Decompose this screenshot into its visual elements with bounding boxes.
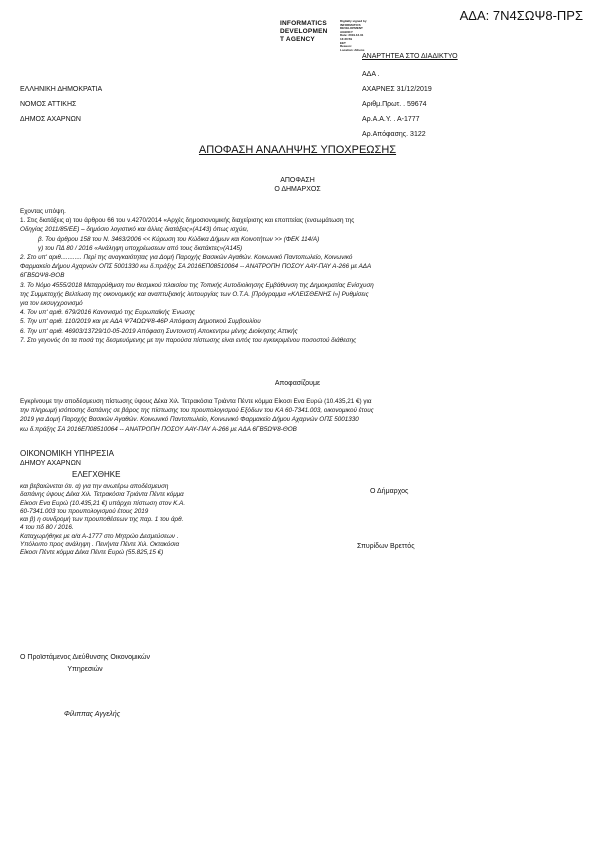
issuer-header — [20, 82, 102, 127]
approval-line: κω δ.πράξης ΣΑ 2016ΕΠ08510064 -- ΑΝΑΤΡΟΠΗ ΠΟΣΟΥ ΑΑΥ-ΠΑΥ Α-266 με ΑΔΑ 6ΓΒ5ΩΨ8-ΘΟΒ — [20, 425, 297, 433]
considerations-line: 3. Το Νόμο 4555/2018 Μεταρρύθμιση του θεσμικού πλαισίου της Τοπικής Αυτοδιοίκησης Εμβάθυνση της Δημοκρατίας Ενίσχυση — [20, 281, 374, 289]
mayor-signature-title: Ο Δήμαρχος — [370, 488, 409, 495]
document-reference-block — [362, 67, 432, 142]
issuer-line: ΔΗΜΟΣ ΑΧΑΡΝΩΝ — [20, 116, 81, 123]
reference-line: ΑΔΑ . — [362, 71, 380, 78]
reference-line: Αρ.Απόφασης. 3122 — [362, 131, 426, 138]
approval-block — [20, 397, 585, 434]
considerations-block — [20, 207, 585, 345]
logo-line: DEVELOPMEN — [280, 28, 328, 35]
financial-service-line: ΟΙΚΟΝΟΜΙΚΗ ΥΠΗΡΕΣΙΑ — [20, 449, 114, 458]
issuer-line: ΝΟΜΟΣ ΑΤΤΙΚΗΣ — [20, 101, 77, 108]
logo-text — [280, 20, 328, 44]
considerations-line: 2. Στο υπ' αριθ............ Περί της αναγκαιότητας για Δομή Παροχής Βασικών Αγαθών. Κοινωνικό Παντοπωλείο, Κοινωνικό — [20, 254, 353, 262]
director-signature-name: Φίλιππας Αγγελής — [64, 711, 121, 718]
considerations-line: Εχοντας υπόψη. — [20, 208, 66, 215]
mayor-signature-name: Σπυρίδων Βρεττός — [357, 543, 415, 550]
approval-line: 2019 για Δομή Παροχής Βασικών Αγαθών. Κοινωνικό Παντοπωλείο, Κοινωνικό Φαρμακείο Δήμου Αχαρνών ΟΠΣ 5001330 — [20, 416, 359, 424]
considerations-line: 5. Την υπ' αριθ. 110/2019 και με ΑΔΑ Ψ74ΩΩΨ8-46Ρ Απόφαση Δημοτικού Συμβουλίου — [20, 318, 261, 326]
verification-line: 4 του πδ 80 / 2016. — [20, 524, 74, 532]
reference-line: ΑΧΑΡΝΕΣ 31/12/2019 — [362, 86, 432, 93]
posted-online-label: ΑΝΑΡΤΗΤΕΑ ΣΤΟ ΔΙΑΔΙΚΤΥΟ — [362, 53, 458, 60]
considerations-line: β. Του άρθρου 158 του Ν. 3463/2006 << Κύρωση του Κώδικα Δήμων και Κοινοτήτων >> (ΦΕΚ 114/Α) — [38, 235, 320, 243]
considerations-line: 6ΓΒ5ΩΨ8-ΘΟΒ — [20, 272, 65, 280]
director-signature-title: Ο Προϊστάμενος Διεύθυνσης Οικονομικών Υπηρεσιών — [20, 654, 150, 673]
considerations-line: της Συμμετοχής Βελτίωση της οικονομικής και αναπτυξιακής λειτουργίας των Ο.Τ.Α. [Πρόγραμμα «ΚΛΕΙΣΘΕΝΗΣ Ι»] Ρυθμίσεις — [20, 290, 369, 298]
ada-code: ΑΔΑ: 7Ν4ΣΩΨ8-ΠΡΣ — [459, 8, 583, 23]
issuer-line: ΕΛΛΗΝΙΚΗ ΔΗΜΟΚΡΑΤΙΑ — [20, 86, 103, 93]
decision-header — [0, 176, 595, 194]
checked-label: ΕΛΕΓΧΘΗΚΕ — [72, 470, 121, 479]
signature-line: DEVELOPMENT AGENCY — [340, 26, 363, 34]
decision-label: ΑΠΟΦΑΣΗ — [280, 177, 315, 184]
signature-line: Location: Athens — [340, 47, 365, 52]
verification-line: Είκοσι Ενα Ευρώ (10.435,21 €) υπάρχει πίστωση στον Κ.Α. — [20, 499, 186, 507]
considerations-line: γ) του ΠΔ 80 / 2016 «Ανάληψη υποχρέωσεων από τους διατάκτες»(Α145) — [38, 244, 243, 252]
verification-line: Καταχωρήθηκε με α/α Α-1777 στο Μητρώο Δεσμεύσεων . — [20, 532, 179, 540]
verification-line: και β) η συνδρομή των προυποθέσεων της παρ. 1 του άρθ. — [20, 516, 184, 524]
reference-line: Αρ.Α.Α.Υ. . Α-1777 — [362, 116, 420, 123]
approval-line: Εγκρίνουμε την αποδέσμευση πίστωσης ύψους Δέκα Χιλ. Τετρακόσια Τριάντα Πέντε κόμμα Είκοσι Ενα Ευρώ (10.435,21 €) για — [20, 398, 372, 405]
digital-signature-logo — [280, 20, 375, 52]
verification-line: 60-7341.003 του προυπολογισμού έτους 2019 — [20, 507, 149, 515]
considerations-line: Οδηγίας 2011/85/ΕΕ) – δημόσιο λογιστικό και άλλες διατάξεις»(Α143) όπως ισχύει, — [20, 226, 249, 234]
considerations-line: 6. Την υπ' αριθ. 46903/13729/10-05-2019 Απόφαση Συντονιστή Αποκεντρω μένης Διοίκησης Αττικής — [20, 327, 298, 335]
verification-line: Υπόλοιπο προς ανάληψη . Πενήντα Πέντε Χιλ. Οκτακόσια — [20, 541, 180, 549]
signature-line: Date: 2019.12.31 13:30:59 — [340, 33, 364, 41]
signature-line: EET — [340, 40, 346, 45]
financial-service-header — [20, 448, 114, 468]
signature-line: Reason: — [340, 44, 352, 49]
considerations-line: για τον εκσυγχρονισμό — [20, 300, 83, 308]
decide-heading: Αποφασίζουμε — [274, 380, 321, 387]
verification-line: Είκοσι Πέντε κόμμα Δέκα Πέντε Ευρώ (55.825,15 €) — [20, 549, 164, 557]
logo-line: T AGENCY — [280, 36, 315, 43]
verification-line: και βεβαιώνεται ότι. α) για την ανωτέρω αποδέσμευση — [20, 483, 169, 490]
signature-line: INFORMATICS — [340, 22, 361, 27]
reference-line: Αριθμ.Πρωτ. . 59674 — [362, 101, 427, 108]
considerations-line: 4. Τον υπ' αριθ. 679/2016 Κανονισμό της Ευρωπαϊκής Ένωσης — [20, 309, 195, 317]
logo-line: INFORMATICS — [280, 20, 327, 27]
considerations-line: 1. Στις διατάξεις α) του άρθρου 66 του ν.4270/2014 «Αρχές δημοσιονομικής διαχείρισης και εποπτείας (ενσωμάτωση της — [20, 217, 355, 225]
financial-service-line: ΔΗΜΟΥ ΑΧΑΡΝΩΝ — [20, 460, 81, 467]
signature-line: Digitally signed by — [340, 19, 367, 23]
signature-details — [340, 20, 375, 52]
verification-line: δαπάνης ύψους Δέκα Χιλ. Τετρακόσια Τριάντα Πέντε κόμμα — [20, 491, 184, 499]
approval-line: την πληρωμή ισόποσης δαπάνης σε βάρος της πίστωσης του προυπολογισμού Εξόδων του ΚΑ 60-7341.003, οικονομικού έτους — [20, 407, 374, 415]
mayor-label: Ο ΔΗΜΑΡΧΟΣ — [274, 186, 321, 193]
document-title: ΑΠΟΦΑΣΗ ΑΝΑΛΗΨΗΣ ΥΠΟΧΡΕΩΣΗΣ — [198, 144, 397, 156]
considerations-line: 7. Στο γεγονός ότι τα ποσά της δεσμευόμενης με την παρούσα πίστωσης είναι εντός του εγκεκριμένου ποσοστού διάθεσης — [20, 336, 357, 344]
considerations-line: Φαρμακείο Δήμου Αχαρνών ΟΠΣ 5001330 κω δ.πράξης ΣΑ 2016ΕΠ08510064 -- ΑΝΑΤΡΟΠΗ ΠΟΣΟΥ ΑΑΥ-ΠΑΥ Α-266 με ΑΔΑ — [20, 263, 372, 271]
verification-block — [20, 483, 320, 558]
